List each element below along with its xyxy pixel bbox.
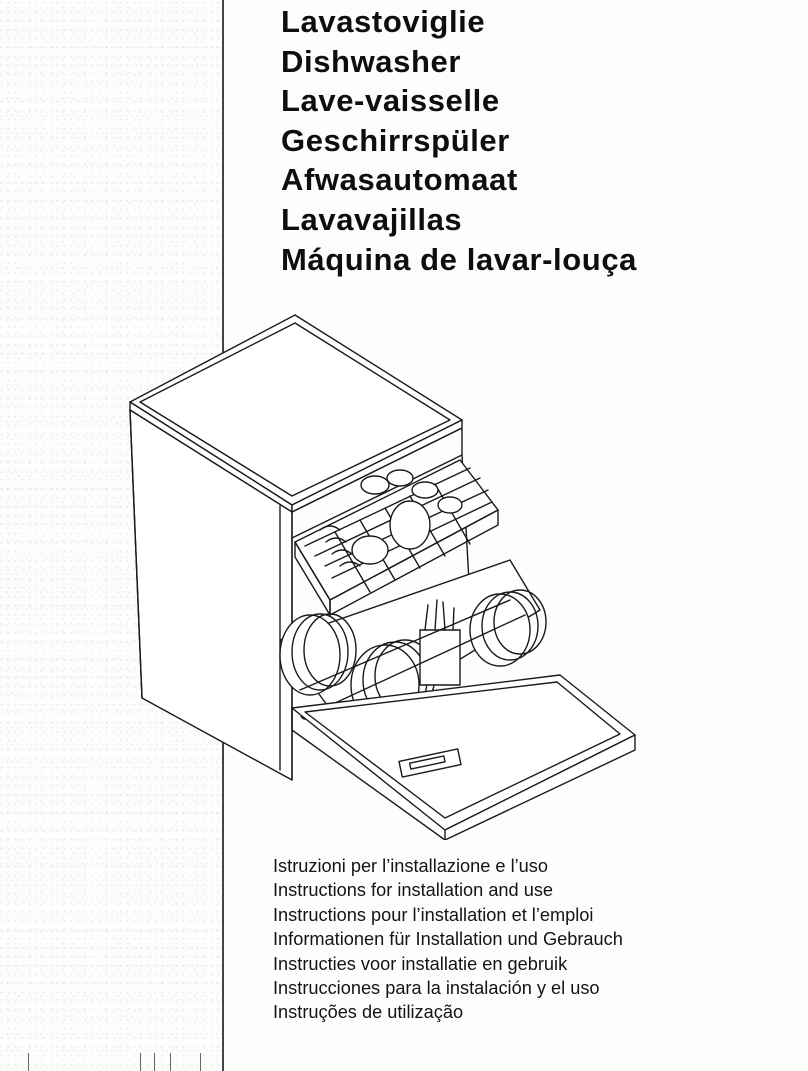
instructions-german: Informationen für Installation und Gebrauch	[273, 929, 623, 950]
tick-mark	[154, 1053, 155, 1071]
instructions-english: Instructions for installation and use	[273, 880, 554, 901]
dishwasher-illustration	[120, 310, 640, 840]
title-italian: Lavastoviglie	[281, 4, 486, 39]
instruction-subtitle-list	[273, 854, 623, 1025]
product-title-list	[281, 2, 637, 279]
binding-tick-marks	[20, 1053, 220, 1071]
title-spanish: Lavavajillas	[281, 201, 463, 237]
title-dutch: Afwasautomaat	[281, 162, 518, 198]
tick-mark	[200, 1053, 201, 1071]
title-german: Geschirrspüler	[281, 122, 510, 158]
instructions-portuguese: Instruções de utilização	[273, 1002, 464, 1023]
tick-mark	[140, 1053, 141, 1071]
tick-mark	[28, 1053, 29, 1071]
instructions-italian: Istruzioni per l’installazione e l’uso	[273, 856, 548, 876]
instructions-spanish: Instrucciones para la instalación y el uso	[273, 978, 600, 999]
title-portuguese: Máquina de lavar-louça	[281, 241, 638, 277]
title-french: Lave-vaisselle	[281, 83, 500, 119]
title-english: Dishwasher	[281, 43, 462, 79]
instructions-dutch: Instructies voor installatie en gebruik	[273, 953, 568, 974]
instructions-french: Instructions pour l’installation et l’emploi	[273, 904, 594, 925]
tick-mark	[170, 1053, 171, 1071]
